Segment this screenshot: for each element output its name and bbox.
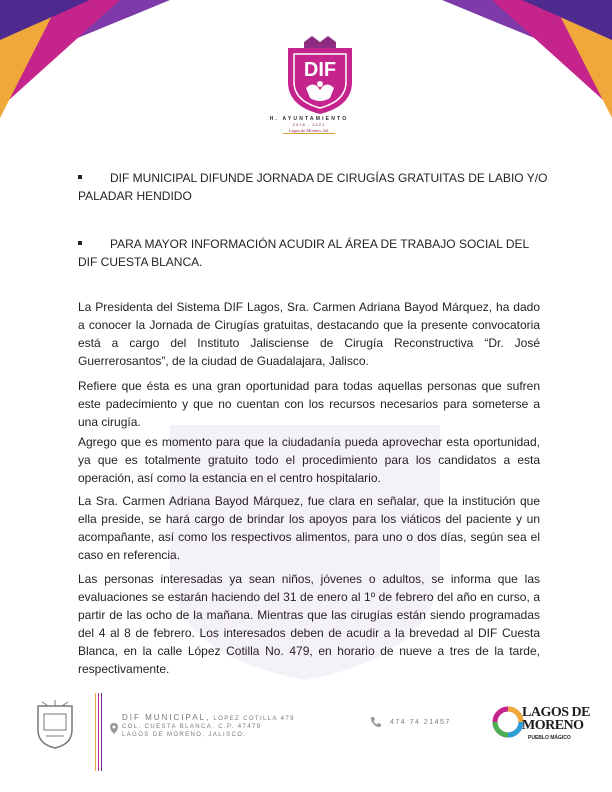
footer-org: DIF MUNICIPAL,	[122, 713, 211, 722]
dif-shield-icon	[270, 32, 370, 116]
body-paragraph-1: La Presidenta del Sistema DIF Lagos, Sra. Carmen Adriana Bayod Márquez, ha dado a conocer la Jornada de Cirugías gratuitas, destacando que la presente convocatoria está a cargo del Instituto Jalisciense de Cirugía Reconstructiva “Dr. José Guerrerosantos”, de la ciudad de Guadalajara, Jalisco.	[78, 300, 540, 368]
footer-street: LOPEZ COTILLA 479	[213, 716, 295, 722]
logo-ayuntamiento: H. AYUNTAMIENTO	[269, 116, 349, 122]
lagos-logo-line2: MORENO	[522, 718, 584, 733]
footer-divider-purple	[101, 693, 102, 771]
bullet-square-icon	[78, 241, 82, 245]
footer-colonia: COL. CUESTA BLANCA. C.P. 47479	[122, 724, 262, 730]
body-paragraph-4: La Sra. Carmen Adriana Bayod Márquez, fue clara en señalar, que la institución que ella preside, se hará cargo de brindar los apoyos para los viáticos del paciente y un acompañante, así como los respectivos alimentos, para uno o dos días, según sea el caso en referencia.	[78, 494, 540, 562]
lagos-logo-line1: LAGOS DE	[522, 705, 590, 720]
logo-divider	[283, 133, 335, 134]
lagos-de-moreno-logo-icon	[492, 706, 524, 738]
municipal-seal-icon	[34, 700, 76, 750]
body-paragraph-5: Las personas interesadas ya sean niños, jóvenes o adultos, se informa que las evaluaciones se estarán haciendo del 31 de enero al 1º de febrero del año en curso, a partir de las ocho de la mañana. Mientras que las cirugías están siendo programadas del 4 al 8 de febrero. Los interesados deben de acudir a la brevedad al DIF Cuesta Blanca, en la calle López Cotilla No. 479, en horario de nueve a tres de la tarde, respectivamente.	[78, 572, 540, 676]
top-right-ribbon	[442, 0, 612, 118]
headline-bullet-2	[78, 235, 548, 271]
lagos-logo-tagline: PUEBLO MÁGICO	[528, 735, 571, 741]
logo-city: Lagos de Moreno, Jal.	[288, 128, 330, 133]
logo-years: 2018 - 2021	[292, 122, 326, 127]
footer-city: LAGOS DE MORENO, JALISCO.	[122, 732, 247, 738]
footer-address	[122, 714, 295, 739]
dif-logo-text: DIF	[303, 59, 337, 81]
headline-bullet-1	[78, 169, 548, 205]
dif-logo	[270, 32, 370, 121]
phone-icon	[370, 716, 382, 728]
body-paragraph-3: Agrego que es momento para que la ciudadanía pueda aprovechar esta oportunidad, ya que es totalmente gratuito todo el procedimiento para los candidatos a esta operación, así como la estancia en el centro hospitalario.	[78, 435, 540, 485]
location-pin-icon	[110, 723, 118, 734]
headline-text-1: DIF MUNICIPAL DIFUNDE JORNADA DE CIRUGÍAS GRATUITAS DE LABIO Y/O PALADAR HENDIDO	[78, 171, 548, 203]
bullet-square-icon	[78, 175, 82, 179]
headline-text-2: PARA MAYOR INFORMACIÓN ACUDIR AL ÁREA DE TRABAJO SOCIAL DEL DIF CUESTA BLANCA.	[78, 237, 529, 269]
footer-divider-gold	[95, 693, 96, 771]
footer-divider-magenta	[98, 693, 99, 771]
lagos-de-moreno-logo	[522, 706, 590, 745]
top-left-ribbon	[0, 0, 170, 118]
footer-phone: 474 74 21457	[390, 719, 451, 726]
body-paragraph-2: Refiere que ésta es una gran oportunidad para todas aquellas personas que sufren este padecimiento y que no cuentan con los recursos necesarios para someterse a una cirugía.	[78, 379, 540, 429]
